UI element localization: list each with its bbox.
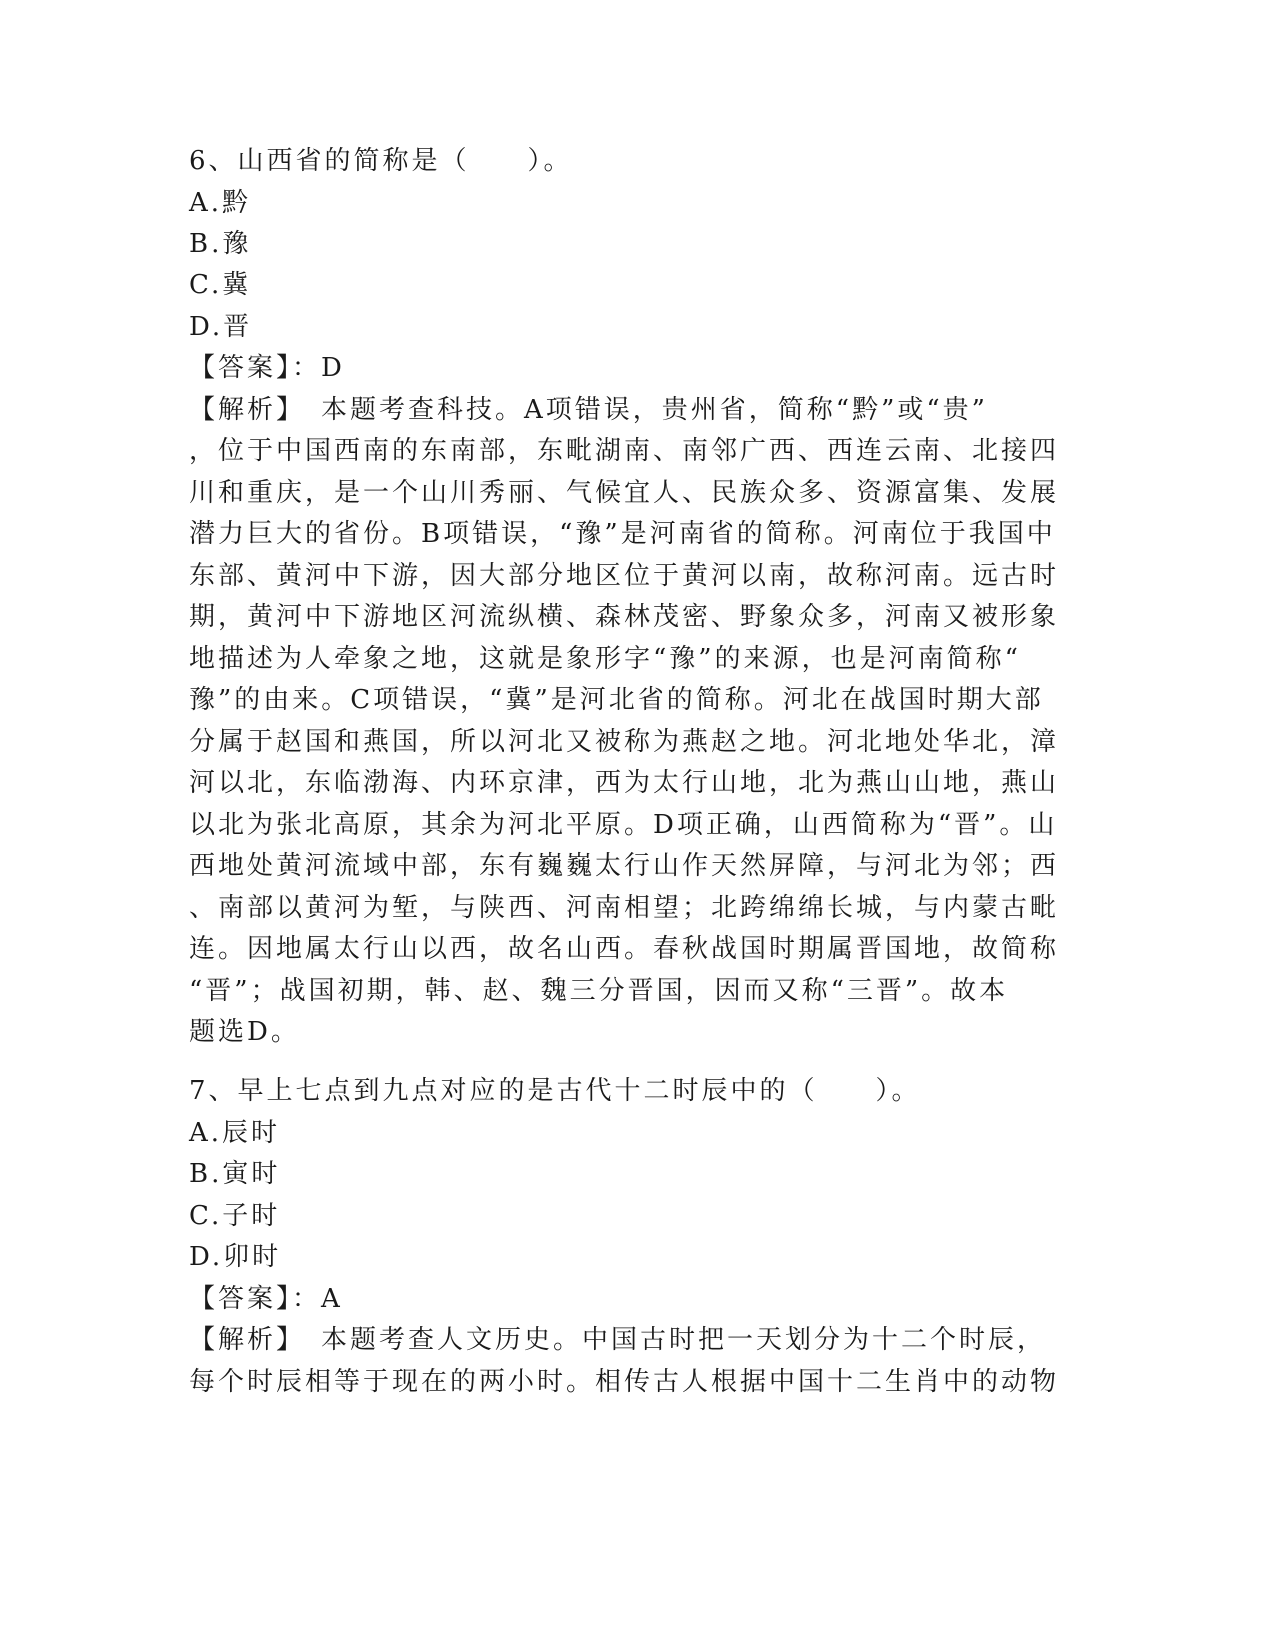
question-7-stem: 7、早上七点到九点对应的是古代十二时辰中的（ ）。 <box>189 1076 921 1106</box>
question-6-option-c: C.冀 <box>189 270 252 300</box>
question-6-explanation-line: 、南部以黄河为堑，与陕西、河南相望；北跨绵绵长城，与内蒙古毗 <box>189 893 1060 923</box>
question-6-explanation-line: ，位于中国西南的东南部，东毗湖南、南邻广西、西连云南、北接四 <box>189 436 1060 466</box>
question-7-explanation-line: 每个时辰相等于现在的两小时。相传古人根据中国十二生肖中的动物 <box>189 1367 1060 1397</box>
question-6-explanation-line: 以北为张北高原，其余为河北平原。D项正确，山西简称为“晋”。山 <box>189 810 1058 840</box>
question-7-option-b: B.寅时 <box>189 1159 281 1189</box>
question-6-option-b: B.豫 <box>189 229 252 259</box>
question-6-option-d: D.晋 <box>189 312 253 342</box>
question-6-explanation-line: 期，黄河中下游地区河流纵横、森林茂密、野象众多，河南又被形象 <box>189 602 1060 632</box>
question-6-explanation-line: 连。因地属太行山以西，故名山西。春秋战国时期属晋国地，故简称 <box>189 934 1060 964</box>
question-6-explanation-line: 豫”的由来。C项错误，“冀”是河北省的简称。河北在战国时期大部 <box>189 685 1044 715</box>
question-7-option-d: D.卯时 <box>189 1242 282 1272</box>
question-6-option-a: A.黔 <box>189 188 252 218</box>
question-6-explanation-line: 地描述为人牵象之地，这就是象形字“豫”的来源，也是河南简称“ <box>189 644 1021 674</box>
question-7-explanation-line: 【解析】 本题考查人文历史。中国古时把一天划分为十二个时辰， <box>189 1325 1047 1355</box>
question-6-explanation-line: 潜力巨大的省份。B项错误，“豫”是河南省的简称。河南位于我国中 <box>189 519 1056 549</box>
question-6-stem: 6、山西省的简称是（ ）。 <box>189 146 573 176</box>
question-6-explanation-line: 西地处黄河流域中部，东有巍巍太行山作天然屏障，与河北为邻；西 <box>189 851 1060 881</box>
question-7-option-c: C.子时 <box>189 1201 281 1231</box>
question-6-explanation-line: 东部、黄河中下游，因大部分地区位于黄河以南，故称河南。远古时 <box>189 561 1060 591</box>
question-6-answer: 【答案】：D <box>189 353 345 383</box>
question-6-explanation-line: 分属于赵国和燕国，所以河北又被称为燕赵之地。河北地处华北，漳 <box>189 727 1060 757</box>
question-7-option-a: A.辰时 <box>189 1118 281 1148</box>
question-7-answer: 【答案】：A <box>189 1284 343 1314</box>
question-6-explanation-line: 【解析】 本题考查科技。A项错误，贵州省，简称“黔”或“贵” <box>189 395 988 425</box>
question-6-explanation-line: 题选D。 <box>189 1017 300 1047</box>
question-6-explanation-line: 川和重庆，是一个山川秀丽、气候宜人、民族众多、资源富集、发展 <box>189 478 1060 508</box>
question-6-explanation-line: “晋”；战国初期，韩、赵、魏三分晋国，因而又称“三晋”。故本 <box>189 976 1009 1006</box>
question-6-explanation-line: 河以北，东临渤海、内环京津，西为太行山地，北为燕山山地，燕山 <box>189 768 1060 798</box>
